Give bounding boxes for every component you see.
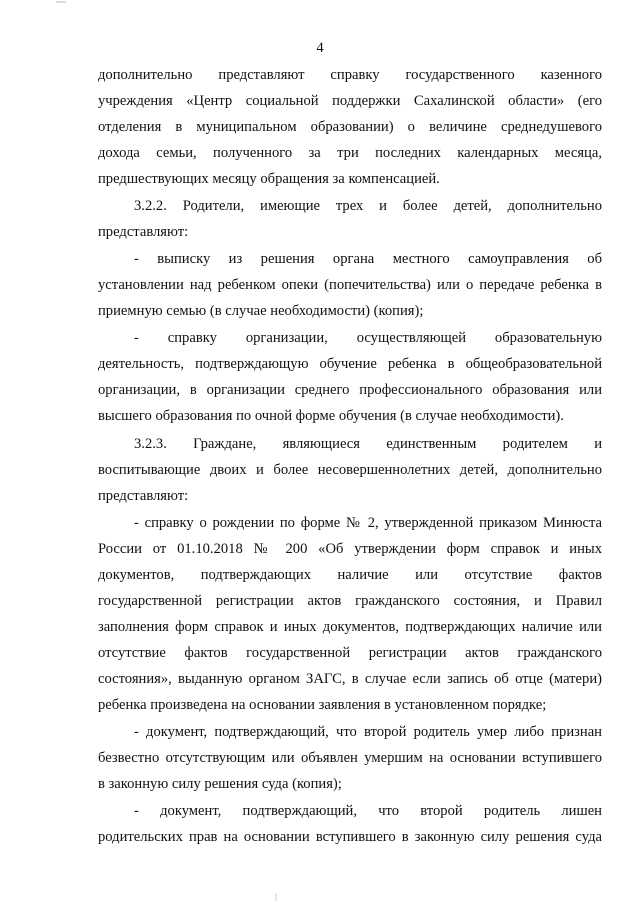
text-line: дохода семьи, полученного за три последних календарных месяца,	[98, 145, 602, 161]
text-line: отделения в муниципальном образовании) о величине среднедушевого	[98, 119, 602, 135]
paragraph-heading-3-2-3: 3.2.3. Граждане, являющиеся единственным родителем и	[134, 436, 602, 452]
list-item: - справку организации, осуществляющей образовательную	[134, 330, 602, 346]
text-line: учреждения «Центр социальной поддержки Сахалинской области» (его	[98, 93, 602, 109]
list-item: - документ, подтверждающий, что второй родитель лишен	[134, 803, 602, 819]
text-line: России от 01.10.2018 № 200 «Об утверждении форм справок и иных	[98, 541, 602, 557]
list-item: - документ, подтверждающий, что второй родитель умер либо признан	[134, 724, 602, 740]
text-line: приемную семью (в случае необходимости) (копия);	[98, 303, 424, 319]
text-line: высшего образования по очной форме обучения (в случае необходимости).	[98, 408, 564, 424]
paragraph-heading-3-2-2: 3.2.2. Родители, имеющие трех и более детей, дополнительно	[134, 198, 602, 214]
text-line: воспитывающие двоих и более несовершеннолетних детей, дополнительно	[98, 462, 602, 478]
text-line: ребенка произведена на основании заявления в установленном порядке;	[98, 697, 547, 713]
text-line: безвестно отсутствующим или объявлен умершим на основании вступившего	[98, 750, 602, 766]
text-line: представляют:	[98, 488, 189, 504]
list-item: - выписку из решения органа местного самоуправления об	[134, 251, 602, 267]
text-line: в законную силу решения суда (копия);	[98, 776, 342, 792]
text-line: родительских прав на основании вступившего в законную силу решения суда	[98, 829, 602, 845]
text-line: состояния», выданную органом ЗАГС, в случае если запись об отце (матери)	[98, 671, 602, 687]
page-number: 4	[316, 40, 324, 56]
text-line: отсутствие фактов государственной регистрации актов гражданского	[98, 645, 602, 661]
list-item: - справку о рождении по форме № 2, утвержденной приказом Минюста	[134, 515, 602, 531]
text-line: деятельность, подтверждающую обучение ребенка в общеобразовательной	[98, 356, 602, 372]
text-line: предшествующих месяцу обращения за компенсацией.	[98, 171, 440, 187]
text-line: государственной регистрации актов гражданского состояния, и Правил	[98, 593, 602, 609]
text-line: заполнения форм справок и иных документов, подтверждающих наличие или	[98, 619, 602, 635]
text-line: установлении над ребенком опеки (попечительства) или о передаче ребенка в	[98, 277, 602, 293]
text-line: документов, подтверждающих наличие или отсутствие фактов	[98, 567, 602, 583]
text-line: представляют:	[98, 224, 189, 240]
text-line: организации, в организации среднего профессионального образования или	[98, 382, 602, 398]
text-line: дополнительно представляют справку государственного казенного	[98, 67, 602, 83]
